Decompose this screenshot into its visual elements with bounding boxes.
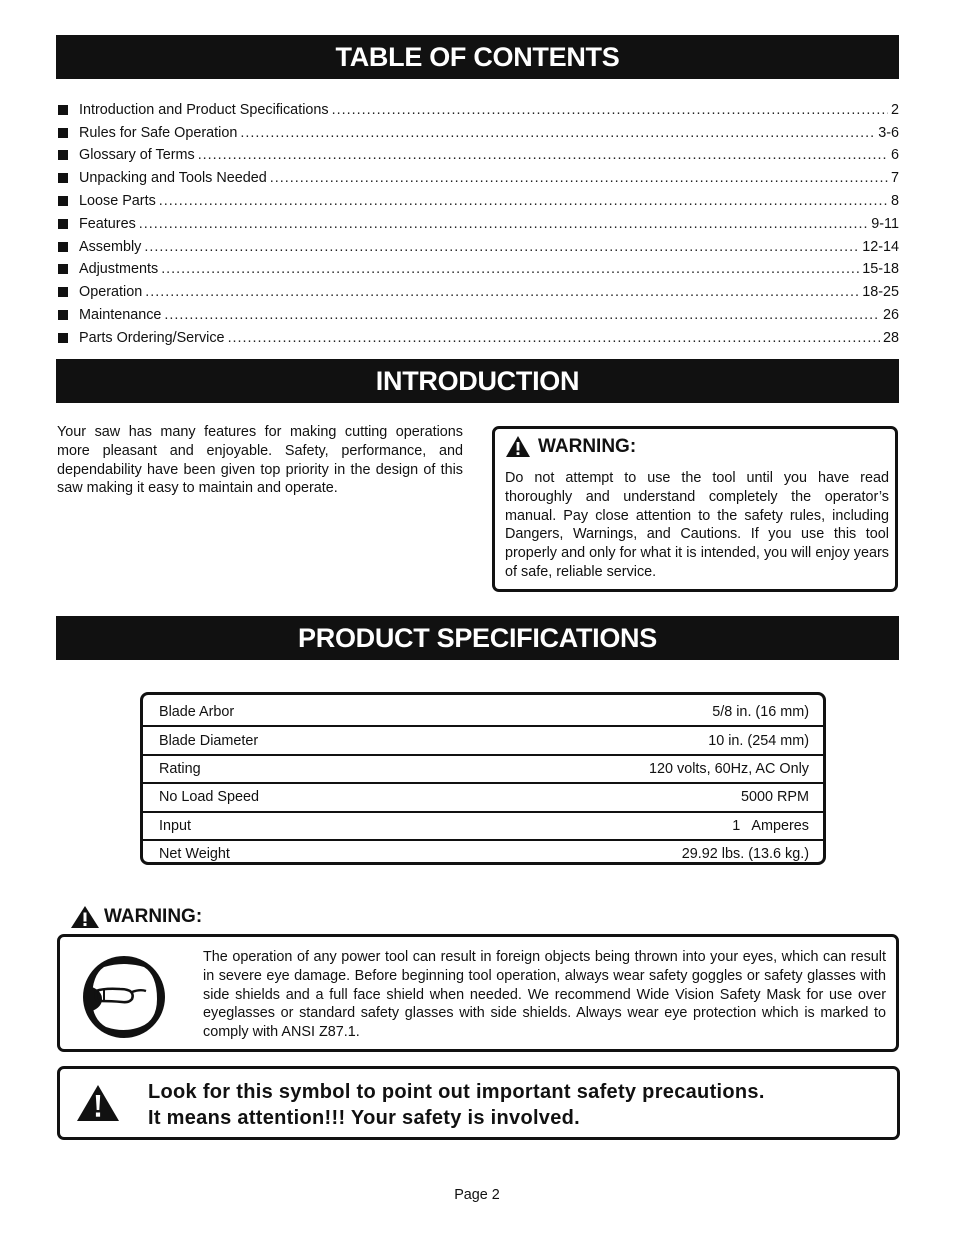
toc-item[interactable]	[56, 233, 899, 256]
safety-symbol-box	[57, 1066, 900, 1140]
warning-triangle-icon	[505, 435, 531, 458]
toc-item-title: Loose Parts	[79, 192, 156, 209]
square-bullet-icon	[58, 173, 68, 183]
spec-label: Input	[159, 817, 192, 834]
toc-item-page: 12-14	[862, 238, 899, 255]
toc-item-page: 26	[882, 306, 899, 323]
eye-warning-heading	[70, 905, 202, 929]
toc-item-title: Unpacking and Tools Needed	[79, 170, 267, 187]
toc-item-page: 8	[890, 192, 899, 209]
square-bullet-icon	[58, 287, 68, 297]
specifications-heading: PRODUCT SPECIFICATIONS	[56, 616, 899, 660]
toc-item[interactable]	[56, 142, 899, 165]
toc-item-title: Parts Ordering/Service	[79, 329, 225, 346]
spec-value: 29.92 lbs. (13.6 kg.)	[681, 846, 809, 863]
toc-item[interactable]	[56, 119, 899, 142]
safety-symbol-text	[148, 1079, 765, 1131]
toc-item[interactable]	[56, 187, 899, 210]
toc-item-page: 9-11	[871, 215, 899, 232]
spec-label: Net Weight	[159, 846, 230, 863]
square-bullet-icon	[58, 105, 68, 115]
toc-item-title: Introduction and Product Specifications	[79, 101, 329, 118]
toc-item-title: Maintenance	[79, 306, 162, 323]
alert-triangle-icon	[76, 1084, 120, 1122]
square-bullet-icon	[58, 333, 68, 343]
spec-label: Blade Arbor	[159, 704, 235, 721]
specifications-table	[140, 692, 826, 865]
square-bullet-icon	[58, 310, 68, 320]
page-number: Page 2	[454, 1187, 500, 1203]
toc-heading: TABLE OF CONTENTS	[56, 35, 899, 79]
square-bullet-icon	[58, 242, 68, 252]
toc-item-page: 2	[890, 101, 899, 118]
toc-item-title: Operation	[79, 284, 143, 301]
spec-label: No Load Speed	[159, 789, 260, 806]
toc-item[interactable]	[56, 96, 899, 119]
toc-item-title: Rules for Safe Operation	[79, 124, 238, 141]
square-bullet-icon	[58, 196, 68, 206]
warning-label: WARNING:	[538, 435, 637, 457]
toc-item-page: 6	[890, 147, 899, 164]
warning-triangle-icon	[70, 905, 100, 929]
spec-value: 5/8 in. (16 mm)	[712, 704, 809, 721]
spec-value: 1 Amperes	[732, 817, 809, 834]
warning-heading	[505, 435, 636, 458]
table-row	[143, 727, 823, 755]
toc-item[interactable]	[56, 278, 899, 301]
table-row	[143, 813, 823, 841]
eye-protection-box	[57, 934, 899, 1052]
toc-item-title: Features	[79, 215, 136, 232]
toc-item-page: 18-25	[862, 284, 899, 301]
toc-item[interactable]	[56, 301, 899, 324]
toc-item-title: Assembly	[79, 238, 142, 255]
toc-item-page: 28	[882, 329, 899, 346]
table-row	[143, 784, 823, 812]
toc-item-page: 7	[890, 170, 899, 187]
safety-goggles-icon	[82, 955, 166, 1039]
square-bullet-icon	[58, 150, 68, 160]
spec-label: Rating	[159, 760, 201, 777]
square-bullet-icon	[58, 219, 68, 229]
spec-label: Blade Diameter	[159, 732, 259, 749]
table-row	[143, 841, 823, 865]
toc-item-page: 15-18	[862, 261, 899, 278]
warning-box	[492, 426, 898, 592]
introduction-text: Your saw has many features for making cutting operations more pleasant and enjoyable. Safety, performance, and dependability have been given top priority in the design of this saw making it easy to maintain and operate.	[57, 424, 463, 497]
safety-symbol-line1: Look for this symbol to point out important safety precautions.	[148, 1081, 765, 1103]
square-bullet-icon	[58, 264, 68, 274]
toc-item[interactable]	[56, 324, 899, 347]
spec-value: 120 volts, 60Hz, AC Only	[649, 760, 809, 777]
square-bullet-icon	[58, 128, 68, 138]
toc-item-page: 3-6	[878, 124, 899, 141]
table-row	[143, 695, 823, 727]
toc-item[interactable]	[56, 164, 899, 187]
safety-symbol-line2: It means attention!!! Your safety is involved.	[148, 1107, 581, 1129]
toc-item[interactable]	[56, 256, 899, 279]
spec-value: 10 in. (254 mm)	[708, 732, 809, 749]
eye-warning-label: WARNING:	[104, 906, 203, 927]
table-row	[143, 756, 823, 784]
toc-item-title: Glossary of Terms	[79, 147, 195, 164]
introduction-heading: INTRODUCTION	[56, 359, 899, 403]
spec-value: 5000 RPM	[741, 789, 809, 806]
toc-item-title: Adjustments	[79, 261, 159, 278]
toc-list	[56, 96, 899, 347]
toc-item[interactable]	[56, 210, 899, 233]
warning-text: Do not attempt to use the tool until you have read thoroughly and understand completely the operator’s manual. Pay close attention to the safety rules, including Dangers, Warnings, and Cautions. If you use this tool properly and only for what it is intended, you will enjoy years of safe, reliable service.	[505, 470, 889, 580]
eye-warning-text: The operation of any power tool can result in foreign objects being thrown into your eyes, which can result in severe eye damage. Before beginning tool operation, always wear safety goggles or safety glasses with side shields and a full face shield when needed. We recommend Wide Vision Safety Mask for use over eyeglasses or standard safety glasses with side shields. Always wear eye protection which is marked to comply with ANSI Z87.1.	[203, 949, 886, 1041]
